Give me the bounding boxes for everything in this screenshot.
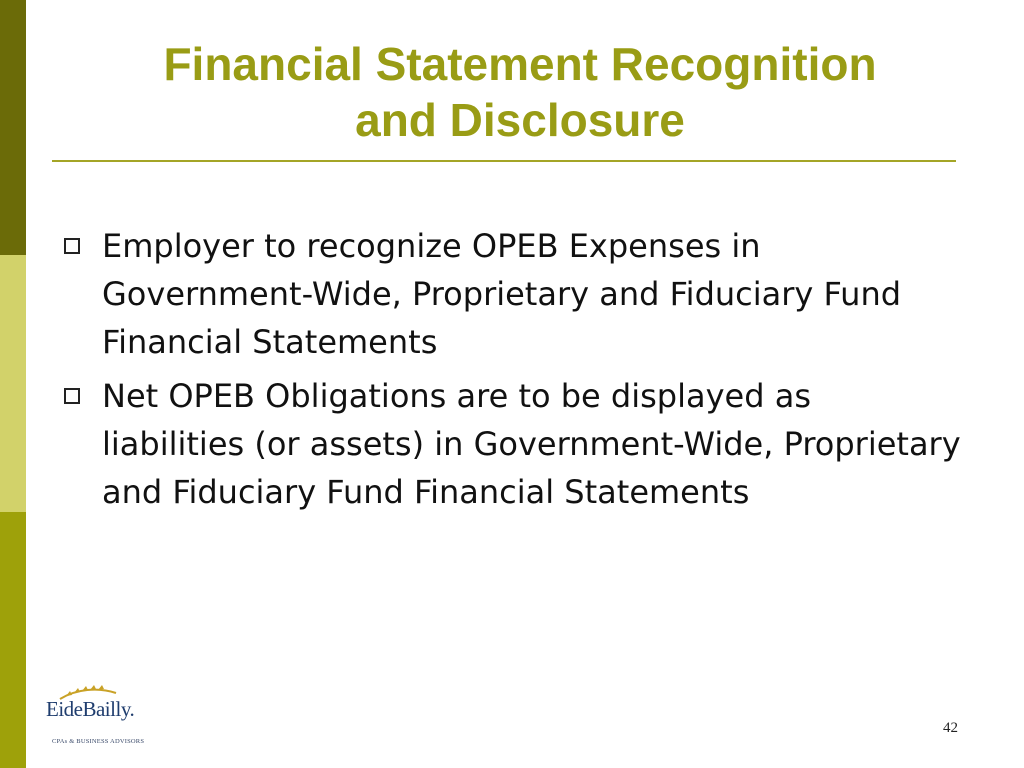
logo-tagline: CPAs & BUSINESS ADVISORS	[52, 738, 145, 745]
slide-title-line-2: and Disclosure	[355, 94, 685, 146]
bullet-text: Net OPEB Obligations are to be displayed as liabilities (or assets) in Government-Wide, Proprietary and Fiduciary Fund Financial Statements	[102, 377, 961, 511]
logo-wordmark: EideBailly.	[46, 697, 135, 721]
page-number: 42	[943, 720, 958, 736]
bullet-text: Employer to recognize OPEB Expenses in Government-Wide, Proprietary and Fiduciary Fund Financial Statements	[102, 227, 902, 361]
bullet-list	[62, 222, 962, 522]
bullet-item	[62, 222, 962, 366]
hollow-square-bullet-icon	[64, 388, 80, 404]
slide-title-line-1: Financial Statement Recognition	[163, 38, 877, 90]
sidebar-band-mid	[0, 512, 26, 768]
hollow-square-bullet-icon	[64, 238, 80, 254]
sidebar-band-dark	[0, 0, 26, 255]
title-underline	[52, 160, 956, 162]
eidebailly-logo	[44, 683, 144, 751]
sidebar-band-light	[0, 255, 26, 512]
slide-title	[40, 36, 1000, 148]
bullet-item	[62, 372, 962, 516]
